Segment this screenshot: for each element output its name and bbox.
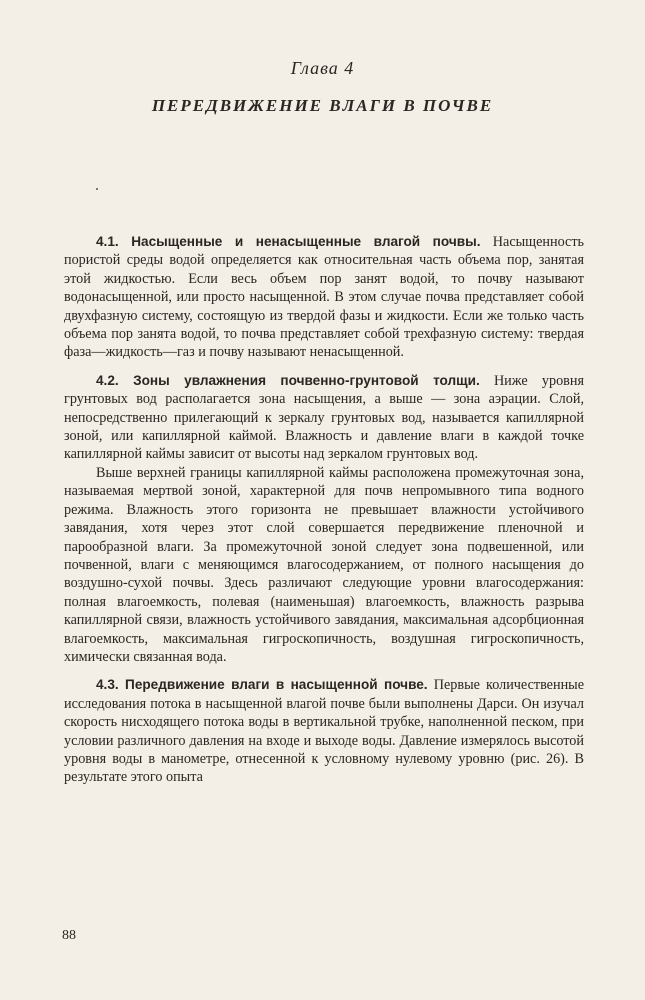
paragraph-4-3 <box>64 676 584 786</box>
paragraph-4-1 <box>64 233 584 362</box>
paragraph-text: Ниже уровня грунтовых вод располагается зона насыщения, а выше — зона аэрации. Слой, непосредственно прилегающий к зеркалу грунтовых вод, называется капиллярной зоной, или капиллярной каймой. Влажность и давление влаги в каждой точке капиллярной каймы зависит от высоты над зеркалом грунтовых вод. <box>64 372 584 463</box>
paragraph-4-2 <box>64 372 584 464</box>
page-number: 88 <box>62 928 76 943</box>
chapter-title: ПЕРЕДВИЖЕНИЕ ВЛАГИ В ПОЧВЕ <box>151 96 494 115</box>
body-text <box>64 233 584 787</box>
section-heading-4-2: 4.2. Зоны увлажнения почвенно-грунтовой толщи. <box>96 372 480 388</box>
paragraph-4-2-cont <box>64 464 584 666</box>
paragraph-text: Насыщенность пористой среды водой определяется как относительная часть объема пор, занятая этой жидкостью. Если весь объем пор занят водой, то почву называют водонасыщенной, или просто насыщенной. В этом случае почва представляет собой двухфазную систему, состоящую из твердой фазы и жидкости. Если же только часть объема пор занята водой, то почва представляет собой трехфазную систему: твердая фаза—жидкость—газ и почву называют ненасыщенной. <box>64 234 584 361</box>
print-speck <box>96 188 98 190</box>
paragraph-text: Выше верхней границы капиллярной каймы расположена промежуточная зона, называемая мертвой зоной, характерной для почв непромывного типа водного режима. Влажность этого горизонта не превышает влажности устойчивого завядания, хотя через этот слой совершается передвижение пленочной и парообразной влаги. За промежуточной зоной следует зона подвешенной, или почвенной, влаги с меняющимся влагосодержанием, от полного насыщения до воздушно-сухой почвы. Здесь различают следующие уровни влагосодержания: полная влагоемкость, полевая (наименьшая) влагоемкость, влажность разрыва капиллярной связи, влажность устойчивого завядания, максимальная адсорбционная влагоемкость, максимальная гигроскопичность, воздушная гигроскопичность, химически связанная вода. <box>64 464 584 665</box>
section-heading-4-3: 4.3. Передвижение влаги в насыщенной почве. <box>96 677 428 693</box>
section-heading-4-1: 4.1. Насыщенные и ненасыщенные влагой почвы. <box>96 234 481 249</box>
chapter-label: Глава 4 <box>290 58 355 78</box>
paragraph-text: Первые количественные исследования потока в насыщенной влагой почве были выполнены Дарси. Он изучал скорость нисходящего потока воды в вертикальной трубке, наполненной песком, при условии различного давления на входе и выходе воды. Давление измерялось высотой уровня воды в манометре, отнесенной к условному нулевому уровню (рис. 26). В результате этого опыта <box>64 677 584 786</box>
